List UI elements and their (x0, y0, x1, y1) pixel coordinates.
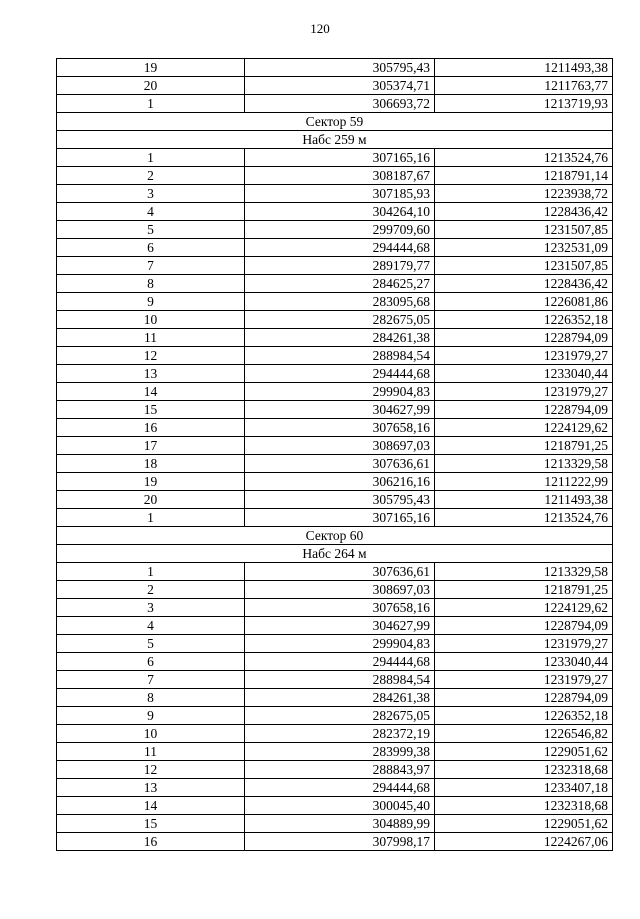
x-coordinate-cell: 284261,38 (245, 329, 435, 347)
y-coordinate-cell: 1228436,42 (435, 275, 613, 293)
table-row (57, 419, 613, 437)
table-row (57, 203, 613, 221)
table-row (57, 383, 613, 401)
x-coordinate-cell: 307998,17 (245, 833, 435, 851)
table-row (57, 59, 613, 77)
point-number-cell: 7 (57, 671, 245, 689)
point-number-cell: 13 (57, 779, 245, 797)
x-coordinate-cell: 307165,16 (245, 149, 435, 167)
section-heading-row (57, 131, 613, 149)
y-coordinate-cell: 1233407,18 (435, 779, 613, 797)
x-coordinate-cell: 307636,61 (245, 455, 435, 473)
y-coordinate-cell: 1228794,09 (435, 329, 613, 347)
y-coordinate-cell: 1229051,62 (435, 743, 613, 761)
coordinates-table-body (57, 59, 613, 851)
table-row (57, 437, 613, 455)
x-coordinate-cell: 288984,54 (245, 347, 435, 365)
table-row (57, 725, 613, 743)
x-coordinate-cell: 304627,99 (245, 401, 435, 419)
point-number-cell: 19 (57, 59, 245, 77)
x-coordinate-cell: 308187,67 (245, 167, 435, 185)
table-row (57, 779, 613, 797)
table-row (57, 797, 613, 815)
point-number-cell: 6 (57, 239, 245, 257)
x-coordinate-cell: 304264,10 (245, 203, 435, 221)
point-number-cell: 4 (57, 203, 245, 221)
y-coordinate-cell: 1213524,76 (435, 149, 613, 167)
point-number-cell: 20 (57, 491, 245, 509)
y-coordinate-cell: 1232318,68 (435, 761, 613, 779)
x-coordinate-cell: 307658,16 (245, 599, 435, 617)
y-coordinate-cell: 1228436,42 (435, 203, 613, 221)
point-number-cell: 7 (57, 257, 245, 275)
x-coordinate-cell: 289179,77 (245, 257, 435, 275)
point-number-cell: 1 (57, 149, 245, 167)
y-coordinate-cell: 1224267,06 (435, 833, 613, 851)
point-number-cell: 15 (57, 815, 245, 833)
table-row (57, 653, 613, 671)
point-number-cell: 8 (57, 689, 245, 707)
point-number-cell: 3 (57, 185, 245, 203)
point-number-cell: 12 (57, 347, 245, 365)
x-coordinate-cell: 305374,71 (245, 77, 435, 95)
table-row (57, 599, 613, 617)
table-row (57, 473, 613, 491)
x-coordinate-cell: 294444,68 (245, 779, 435, 797)
table-row (57, 329, 613, 347)
point-number-cell: 13 (57, 365, 245, 383)
point-number-cell: 15 (57, 401, 245, 419)
y-coordinate-cell: 1226546,82 (435, 725, 613, 743)
y-coordinate-cell: 1213329,58 (435, 455, 613, 473)
table-row (57, 149, 613, 167)
x-coordinate-cell: 299904,83 (245, 635, 435, 653)
y-coordinate-cell: 1226081,86 (435, 293, 613, 311)
y-coordinate-cell: 1228794,09 (435, 689, 613, 707)
x-coordinate-cell: 304889,99 (245, 815, 435, 833)
y-coordinate-cell: 1211493,38 (435, 491, 613, 509)
x-coordinate-cell: 288984,54 (245, 671, 435, 689)
point-number-cell: 5 (57, 635, 245, 653)
y-coordinate-cell: 1211763,77 (435, 77, 613, 95)
x-coordinate-cell: 283095,68 (245, 293, 435, 311)
y-coordinate-cell: 1211222,99 (435, 473, 613, 491)
table-row (57, 77, 613, 95)
x-coordinate-cell: 284625,27 (245, 275, 435, 293)
y-coordinate-cell: 1218791,25 (435, 581, 613, 599)
y-coordinate-cell: 1218791,14 (435, 167, 613, 185)
y-coordinate-cell: 1231979,27 (435, 635, 613, 653)
x-coordinate-cell: 294444,68 (245, 365, 435, 383)
point-number-cell: 1 (57, 509, 245, 527)
point-number-cell: 10 (57, 311, 245, 329)
table-row (57, 401, 613, 419)
point-number-cell: 9 (57, 707, 245, 725)
point-number-cell: 14 (57, 383, 245, 401)
point-number-cell: 1 (57, 95, 245, 113)
y-coordinate-cell: 1213719,93 (435, 95, 613, 113)
y-coordinate-cell: 1231979,27 (435, 383, 613, 401)
x-coordinate-cell: 294444,68 (245, 239, 435, 257)
table-row (57, 311, 613, 329)
section-heading: Сектор 59 (57, 113, 613, 131)
table-row (57, 635, 613, 653)
x-coordinate-cell: 308697,03 (245, 437, 435, 455)
table-row (57, 707, 613, 725)
x-coordinate-cell: 305795,43 (245, 59, 435, 77)
y-coordinate-cell: 1228794,09 (435, 401, 613, 419)
table-row (57, 563, 613, 581)
point-number-cell: 3 (57, 599, 245, 617)
table-row (57, 293, 613, 311)
table-row (57, 743, 613, 761)
point-number-cell: 16 (57, 419, 245, 437)
x-coordinate-cell: 306216,16 (245, 473, 435, 491)
table-row (57, 95, 613, 113)
table-row (57, 455, 613, 473)
table-row (57, 491, 613, 509)
x-coordinate-cell: 284261,38 (245, 689, 435, 707)
x-coordinate-cell: 307658,16 (245, 419, 435, 437)
table-row (57, 833, 613, 851)
y-coordinate-cell: 1229051,62 (435, 815, 613, 833)
x-coordinate-cell: 282675,05 (245, 707, 435, 725)
point-number-cell: 5 (57, 221, 245, 239)
x-coordinate-cell: 283999,38 (245, 743, 435, 761)
y-coordinate-cell: 1231979,27 (435, 347, 613, 365)
x-coordinate-cell: 304627,99 (245, 617, 435, 635)
y-coordinate-cell: 1223938,72 (435, 185, 613, 203)
point-number-cell: 17 (57, 437, 245, 455)
x-coordinate-cell: 300045,40 (245, 797, 435, 815)
section-heading-row (57, 545, 613, 563)
section-heading-row (57, 113, 613, 131)
table-row (57, 815, 613, 833)
point-number-cell: 11 (57, 743, 245, 761)
y-coordinate-cell: 1224129,62 (435, 599, 613, 617)
table-row (57, 689, 613, 707)
x-coordinate-cell: 306693,72 (245, 95, 435, 113)
x-coordinate-cell: 307185,93 (245, 185, 435, 203)
table-row (57, 257, 613, 275)
y-coordinate-cell: 1213524,76 (435, 509, 613, 527)
y-coordinate-cell: 1231507,85 (435, 257, 613, 275)
y-coordinate-cell: 1232531,09 (435, 239, 613, 257)
y-coordinate-cell: 1231507,85 (435, 221, 613, 239)
table-row (57, 167, 613, 185)
point-number-cell: 2 (57, 167, 245, 185)
section-heading: Сектор 60 (57, 527, 613, 545)
table-row (57, 239, 613, 257)
x-coordinate-cell: 294444,68 (245, 653, 435, 671)
point-number-cell: 20 (57, 77, 245, 95)
point-number-cell: 8 (57, 275, 245, 293)
table-row (57, 347, 613, 365)
table-row (57, 275, 613, 293)
table-row (57, 671, 613, 689)
point-number-cell: 1 (57, 563, 245, 581)
point-number-cell: 18 (57, 455, 245, 473)
point-number-cell: 9 (57, 293, 245, 311)
table-row (57, 617, 613, 635)
point-number-cell: 11 (57, 329, 245, 347)
section-heading-row (57, 527, 613, 545)
y-coordinate-cell: 1224129,62 (435, 419, 613, 437)
x-coordinate-cell: 307165,16 (245, 509, 435, 527)
y-coordinate-cell: 1228794,09 (435, 617, 613, 635)
y-coordinate-cell: 1213329,58 (435, 563, 613, 581)
table-row (57, 221, 613, 239)
point-number-cell: 6 (57, 653, 245, 671)
section-heading: Набс 264 м (57, 545, 613, 563)
y-coordinate-cell: 1232318,68 (435, 797, 613, 815)
point-number-cell: 2 (57, 581, 245, 599)
y-coordinate-cell: 1211493,38 (435, 59, 613, 77)
section-heading: Набс 259 м (57, 131, 613, 149)
x-coordinate-cell: 308697,03 (245, 581, 435, 599)
y-coordinate-cell: 1218791,25 (435, 437, 613, 455)
y-coordinate-cell: 1233040,44 (435, 653, 613, 671)
coordinates-table (56, 58, 613, 851)
y-coordinate-cell: 1226352,18 (435, 311, 613, 329)
point-number-cell: 4 (57, 617, 245, 635)
x-coordinate-cell: 305795,43 (245, 491, 435, 509)
point-number-cell: 10 (57, 725, 245, 743)
y-coordinate-cell: 1233040,44 (435, 365, 613, 383)
point-number-cell: 14 (57, 797, 245, 815)
x-coordinate-cell: 299709,60 (245, 221, 435, 239)
table-row (57, 581, 613, 599)
table-row (57, 761, 613, 779)
point-number-cell: 16 (57, 833, 245, 851)
x-coordinate-cell: 282372,19 (245, 725, 435, 743)
table-row (57, 185, 613, 203)
y-coordinate-cell: 1231979,27 (435, 671, 613, 689)
table-row (57, 509, 613, 527)
y-coordinate-cell: 1226352,18 (435, 707, 613, 725)
page-number: 120 (310, 21, 330, 36)
x-coordinate-cell: 288843,97 (245, 761, 435, 779)
point-number-cell: 19 (57, 473, 245, 491)
x-coordinate-cell: 299904,83 (245, 383, 435, 401)
x-coordinate-cell: 307636,61 (245, 563, 435, 581)
x-coordinate-cell: 282675,05 (245, 311, 435, 329)
table-row (57, 365, 613, 383)
point-number-cell: 12 (57, 761, 245, 779)
